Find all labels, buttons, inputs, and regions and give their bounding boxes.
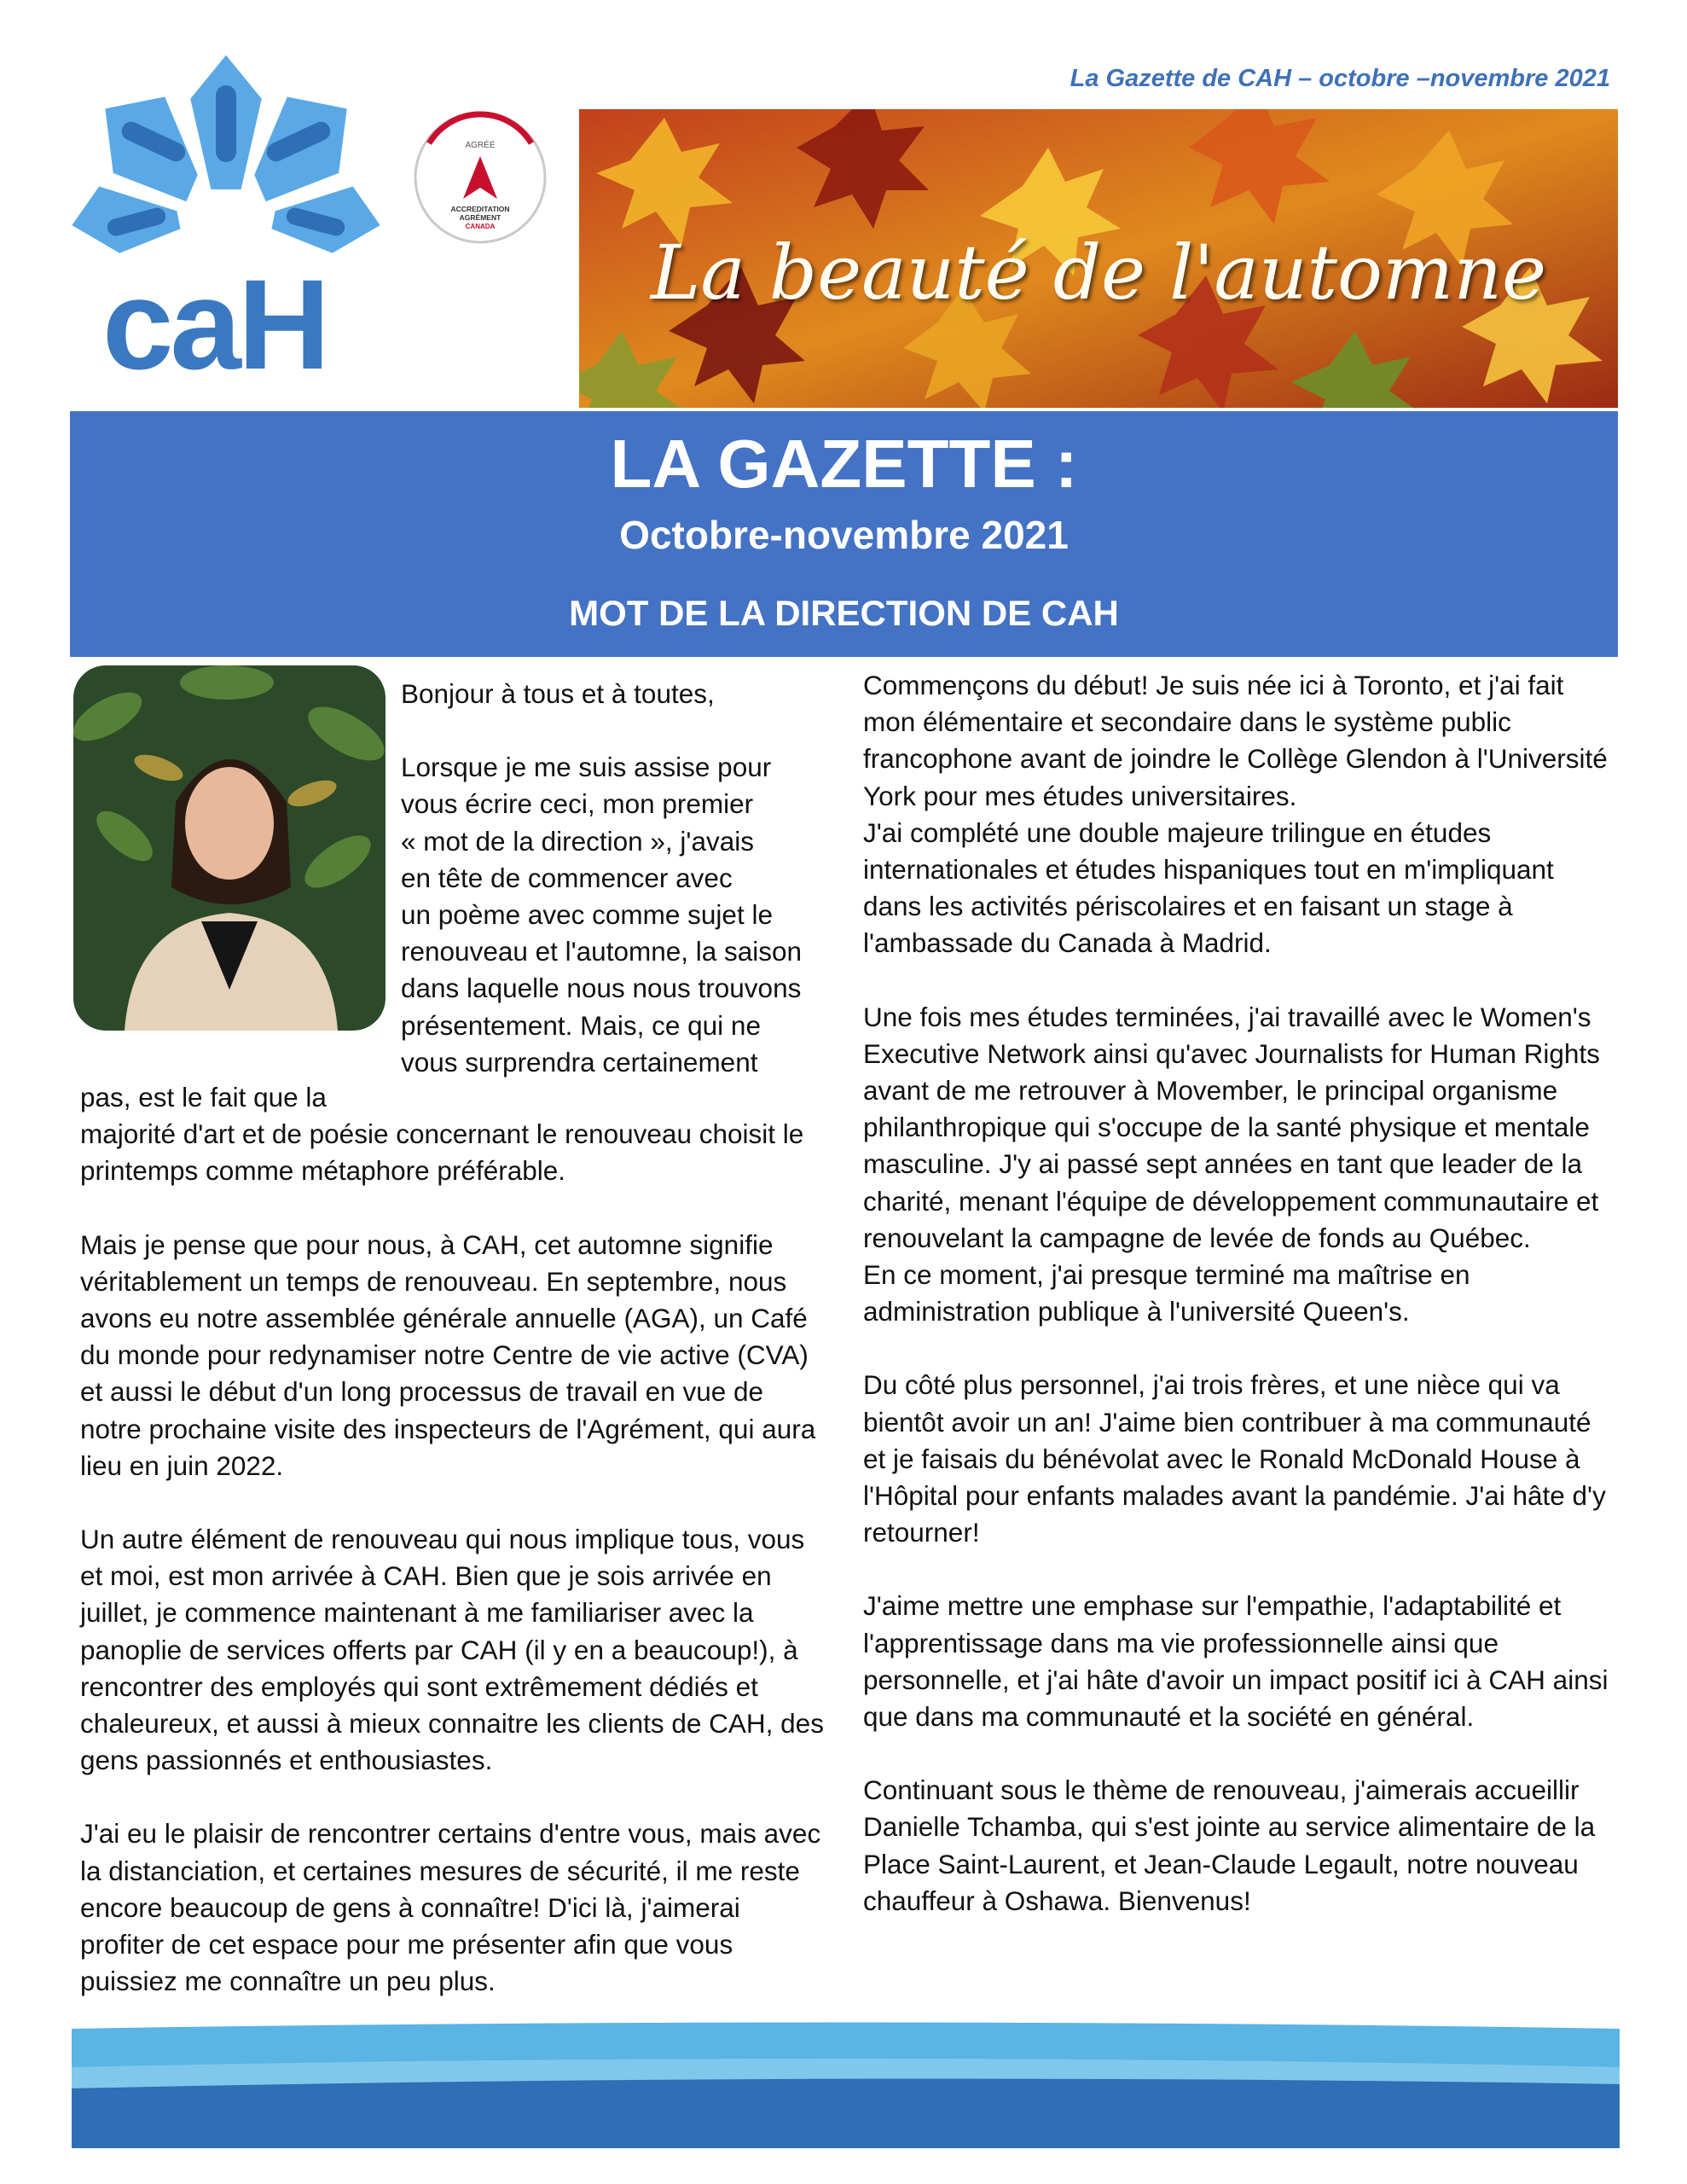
paragraph: J'ai eu le plaisir de rencontrer certains d'entre vous, mais avec la distanciation, et certaines mesures de sécurité, il me reste encore beaucoup de gens à connaître! D'ici là, j'aimerai profiter de cet espace pour me présenter afin que vous puissiez me connaître un peu plus. bbox=[80, 1818, 821, 1997]
svg-text:ACCREDITATION: ACCREDITATION bbox=[450, 205, 510, 213]
title-band bbox=[70, 411, 1618, 657]
right-column bbox=[863, 667, 1614, 1956]
paragraph: J'aime mettre une emphase sur l'empathie, l'adaptabilité et l'apprentissage dans ma vie professionnelle ainsi que personnelle, et j'ai hâte d'avoir un impact positif ici à CAH ainsi que dans ma communauté et la société en général. bbox=[863, 1590, 1609, 1733]
paragraph: Commençons du début! Je suis née ici à Toronto, et j'ai fait mon élémentaire et secondaire dans le système public francophone avant de joindre le Collège Glendon à l'Université York pour mes études universitaires. bbox=[863, 670, 1608, 811]
svg-text:AGRÉÉ: AGRÉÉ bbox=[465, 141, 496, 150]
wrap-line: Lorsque je me suis assise pour bbox=[401, 752, 772, 783]
wrap-line: vous écrire ceci, mon premier bbox=[401, 788, 754, 820]
accreditation-seal-icon bbox=[412, 109, 548, 246]
gazette-title: LA GAZETTE : bbox=[610, 426, 1078, 502]
svg-text:AGRÉMENT: AGRÉMENT bbox=[459, 213, 501, 222]
paragraph: Un autre élément de renouveau qui nous implique tous, vous et moi, est mon arrivée à CAH. Bien que je sois arrivée en juillet, je commence maintenant à me familiariser avec la panoplie de services offerts par CAH (il y en a beaucoup!), à rencontrer des employés qui sont extrêmement dédiés et chaleureux, et aussi à mieux connaitre les clients de CAH, des gens passionnés et enthousiastes. bbox=[80, 1524, 824, 1776]
wrap-line: dans laquelle nous nous trouvons bbox=[401, 973, 802, 1004]
banner-title: La beauté de l'automne bbox=[650, 229, 1547, 317]
left-column bbox=[80, 1079, 831, 2036]
portrait-image bbox=[73, 665, 386, 1031]
wrap-line: « mot de la direction », j'avais bbox=[401, 825, 754, 857]
paragraph: Du côté plus personnel, j'ai trois frères, et une nièce qui va bientôt avoir un an! J'aime bien contribuer à ma communauté et je faisais du bénévolat avec le Ronald McDonald House à l'Hôpital pour enfants malades avant la pandémie. J'ai hâte d'y retourner! bbox=[863, 1369, 1606, 1548]
wrap-line: renouveau et l'automne, la saison bbox=[401, 936, 803, 967]
logo-wordmark: caH bbox=[102, 253, 328, 396]
director-photo bbox=[73, 665, 386, 1031]
paragraph: Mais je pense que pour nous, à CAH, cet automne signifie véritablement un temps de renouveau. En septembre, nous avons eu notre assemblée générale annuelle (AGA), un Café du monde pour redynamiser notre Centre de vie active (CVA) et aussi le début d'un long processus de travail en vue de notre prochaine visite des inspecteurs de l'Agrément, qui aura lieu en juin 2022. bbox=[80, 1228, 816, 1481]
autumn-leaves-banner bbox=[579, 109, 1618, 408]
svg-text:CANADA: CANADA bbox=[465, 223, 496, 230]
cah-logo bbox=[60, 47, 392, 397]
wrap-line: en tête de commencer avec bbox=[401, 862, 733, 893]
greeting: Bonjour à tous et à toutes, bbox=[401, 678, 715, 709]
wrap-line: un poème avec comme sujet le bbox=[401, 899, 773, 931]
left-column-wrap bbox=[401, 676, 844, 1081]
footer-wave bbox=[72, 2020, 1620, 2148]
running-head: La Gazette de CAH – octobre –novembre 2021 bbox=[1070, 65, 1610, 92]
paragraph: Continuant sous le thème de renouveau, j'aimerais accueillir Danielle Tchamba, qui s'est jointe au service alimentaire de la Place Saint-Laurent, et Jean-Claude Legault, notre nouveau chauffeur à Oshawa. Bienvenus! bbox=[863, 1774, 1596, 1916]
paragraph: En ce moment, j'ai presque terminé ma maîtrise en administration publique à l'université Queen's. bbox=[863, 1259, 1470, 1327]
paragraph: Une fois mes études terminées, j'ai travaillé avec le Women's Executive Network ainsi qu'avec Journalists for Human Rights avant de me retrouver à Movember, le principal organisme philanthropique qui s'occupe de la santé physique et mentale masculine. J'y ai passé sept années en tant que leader de la charité, menant l'équipe de développement communautaire et renouvelant la campagne de levée de fonds au Québec. bbox=[863, 1001, 1600, 1253]
wrap-line: présentement. Mais, ce qui ne bbox=[401, 1009, 761, 1041]
continuation-line: pas, est le fait que la bbox=[80, 1082, 327, 1112]
section-title: MOT DE LA DIRECTION DE CAH bbox=[569, 593, 1119, 633]
paragraph: majorité d'art et de poésie concernant le renouveau choisit le printemps comme métaphore préférable. bbox=[80, 1118, 804, 1187]
paragraph: J'ai complété une double majeure trilingue en études internationales et études hispaniques tout en m'impliquant dans les activités périscolaires et en faisant un stage à l'ambassade du Canada à Madrid. bbox=[863, 816, 1554, 959]
gazette-subtitle: Octobre-novembre 2021 bbox=[619, 513, 1069, 557]
wrap-line: vous surprendra certainement bbox=[401, 1046, 758, 1077]
logo-flower-icon bbox=[60, 47, 392, 260]
